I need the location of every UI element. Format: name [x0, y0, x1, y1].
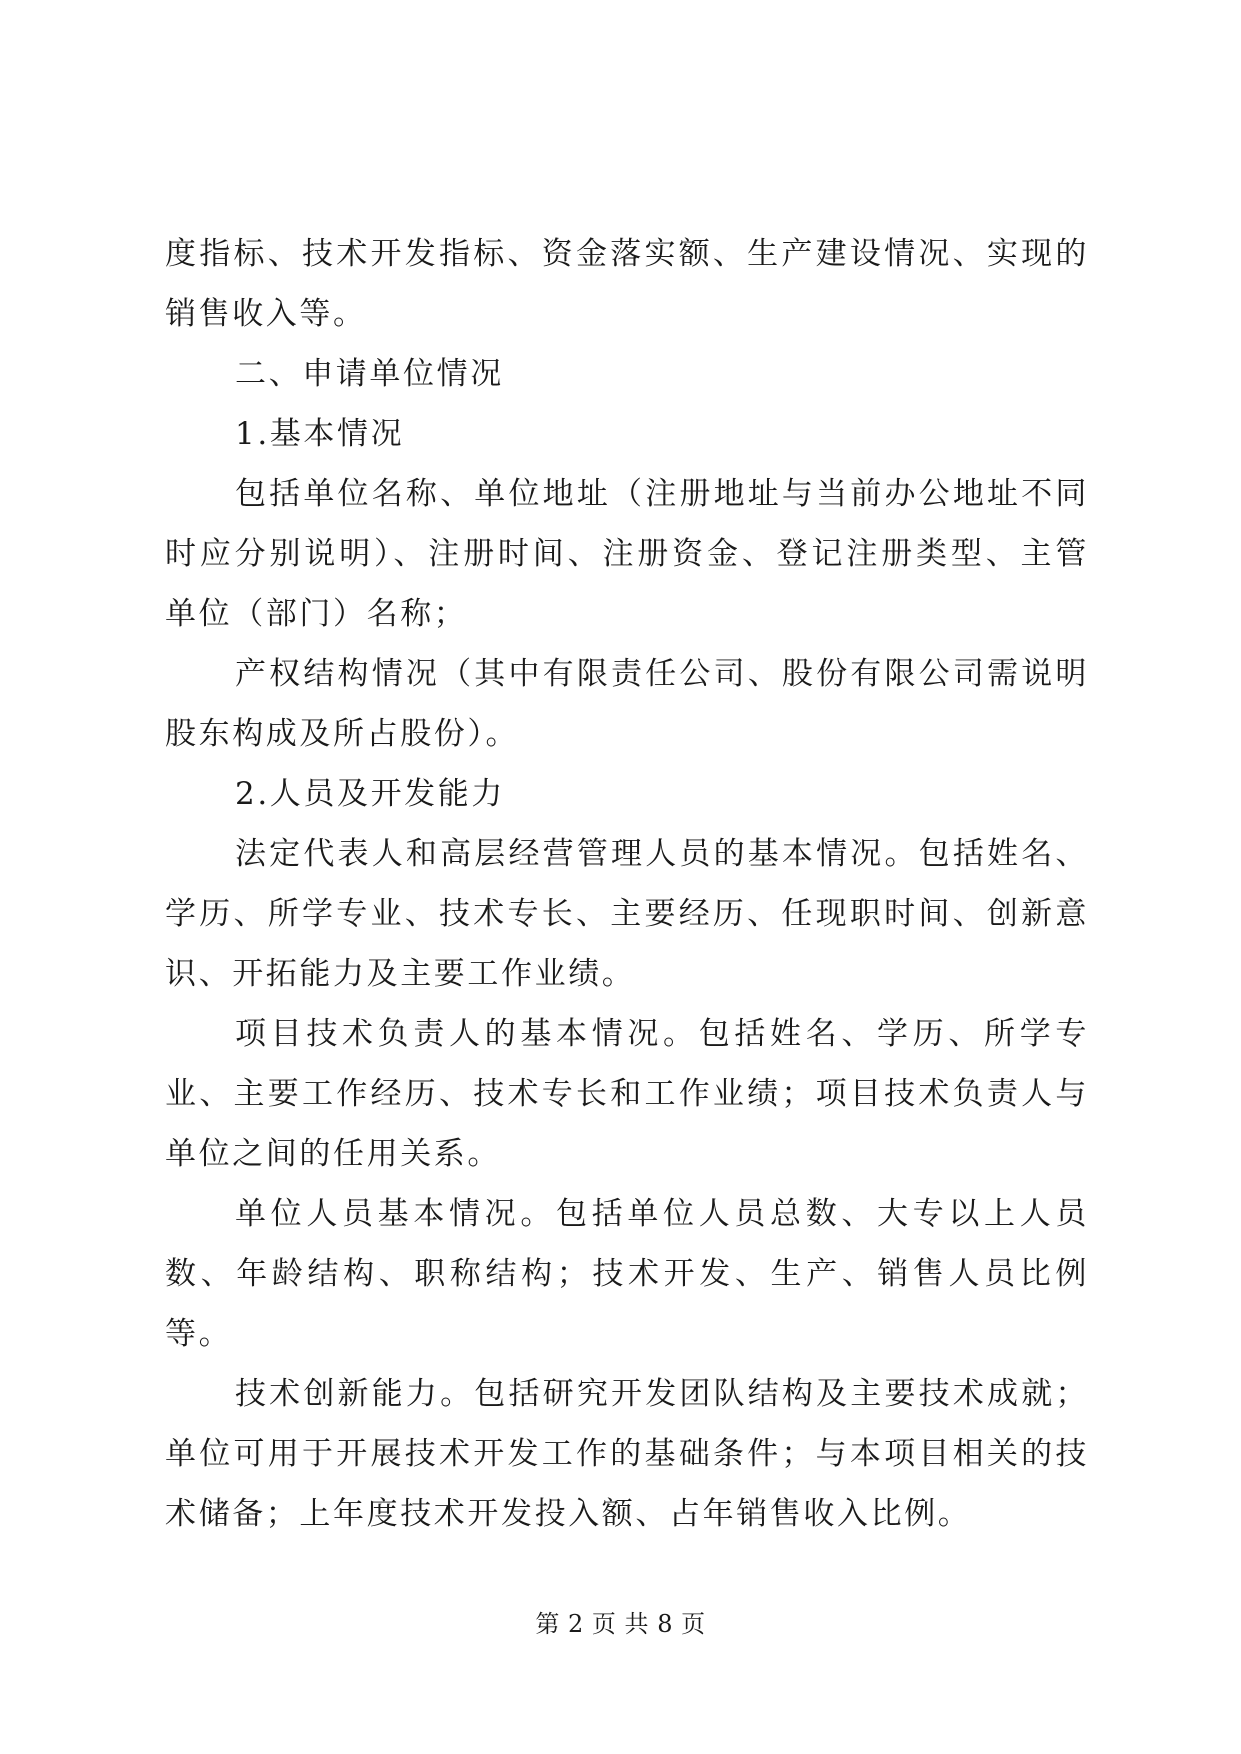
document-body	[165, 228, 1089, 1544]
page-footer	[0, 1604, 1241, 1639]
section-heading-applicant: 二、申请单位情况	[235, 356, 504, 392]
paragraph-technical-lead: 项目技术负责人的基本情况。包括姓名、学历、所学专业、主要工作经历、技术专长和工作业绩；项目技术负责人与单位之间的任用关系。	[165, 1016, 1089, 1172]
paragraph-unit-details: 包括单位名称、单位地址（注册地址与当前办公地址不同时应分别说明）、注册时间、注册资金、登记注册类型、主管单位（部门）名称；	[165, 476, 1089, 632]
paragraph-legal-representative: 法定代表人和高层经营管理人员的基本情况。包括姓名、学历、所学专业、技术专长、主要经历、任现职时间、创新意识、开拓能力及主要工作业绩。	[165, 836, 1089, 992]
paragraph-ownership: 产权结构情况（其中有限责任公司、股份有限公司需说明股东构成及所占股份）。	[165, 656, 1089, 752]
subheading-basic-info: 1.基本情况	[235, 416, 405, 452]
page-number: 第 2 页 共 8 页	[535, 1610, 706, 1638]
paragraph-staff-info: 单位人员基本情况。包括单位人员总数、大专以上人员数、年龄结构、职称结构；技术开发、生产、销售人员比例等。	[165, 1196, 1089, 1352]
subheading-personnel: 2.人员及开发能力	[235, 776, 505, 812]
paragraph-innovation: 技术创新能力。包括研究开发团队结构及主要技术成就；单位可用于开展技术开发工作的基础条件；与本项目相关的技术储备；上年度技术开发投入额、占年销售收入比例。	[165, 1376, 1089, 1532]
paragraph-continuation: 度指标、技术开发指标、资金落实额、生产建设情况、实现的销售收入等。	[165, 236, 1089, 332]
